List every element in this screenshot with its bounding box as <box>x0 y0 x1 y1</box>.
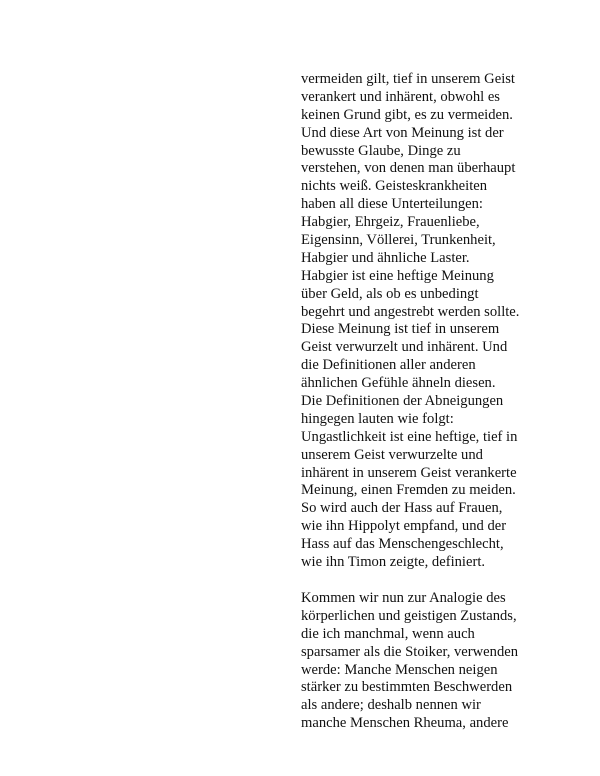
text-line: begehrt und angestrebt werden sollte. <box>301 303 520 320</box>
text-line: bewusste Glaube, Dinge zu <box>301 142 461 159</box>
text-line: stärker zu bestimmten Beschwerden <box>301 679 513 696</box>
text-line: manche Menschen Rheuma, andere <box>301 715 509 732</box>
text-line: die Definitionen aller anderen <box>301 357 476 374</box>
text-line: So wird auch der Hass auf Frauen, <box>301 500 503 517</box>
text-line: werde: Manche Menschen neigen <box>301 661 498 678</box>
paragraph-1 <box>301 71 551 572</box>
text-column <box>301 71 551 733</box>
text-line: Geist verwurzelt und inhärent. Und <box>301 339 508 356</box>
text-line: über Geld, als ob es unbedingt <box>301 285 479 302</box>
text-line: keinen Grund gibt, es zu vermeiden. <box>301 106 513 123</box>
text-line: Habgier und ähnliche Laster. <box>301 249 470 266</box>
text-line: Diese Meinung ist tief in unserem <box>301 321 500 338</box>
text-line: unserem Geist verwurzelte und <box>301 446 483 463</box>
text-line: nichts weiß. Geisteskrankheiten <box>301 178 488 195</box>
text-line: haben all diese Unterteilungen: <box>301 196 483 213</box>
text-line: Die Definitionen der Abneigungen <box>301 393 504 410</box>
paragraph-spacer <box>301 572 551 590</box>
text-line: Habgier, Ehrgeiz, Frauenliebe, <box>301 214 480 231</box>
text-line: die ich manchmal, wenn auch <box>301 625 475 642</box>
text-line: Meinung, einen Fremden zu meiden. <box>301 482 516 499</box>
text-line: verstehen, von denen man überhaupt <box>301 160 516 177</box>
text-line: Kommen wir nun zur Analogie des <box>301 589 506 606</box>
paragraph-2 <box>301 590 551 733</box>
text-line: Ungastlichkeit ist eine heftige, tief in <box>301 428 518 445</box>
text-line: sparsamer als die Stoiker, verwenden <box>301 643 519 660</box>
text-line: wie ihn Timon zeigte, definiert. <box>301 554 486 571</box>
text-line: verankert und inhärent, obwohl es <box>301 88 500 105</box>
text-line: hingegen lauten wie folgt: <box>301 410 454 427</box>
text-line: körperlichen und geistigen Zustands, <box>301 607 517 624</box>
text-line: Hass auf das Menschengeschlecht, <box>301 536 504 553</box>
text-line: als andere; deshalb nennen wir <box>301 697 481 714</box>
text-line: wie ihn Hippolyt empfand, und der <box>301 518 507 535</box>
text-line: Und diese Art von Meinung ist der <box>301 124 504 141</box>
text-line: inhärent in unserem Geist verankerte <box>301 464 517 481</box>
text-line: vermeiden gilt, tief in unserem Geist <box>301 71 515 87</box>
text-line: Habgier ist eine heftige Meinung <box>301 267 494 284</box>
text-line: ähnlichen Gefühle ähneln diesen. <box>301 375 496 392</box>
text-line: Eigensinn, Völlerei, Trunkenheit, <box>301 232 496 249</box>
